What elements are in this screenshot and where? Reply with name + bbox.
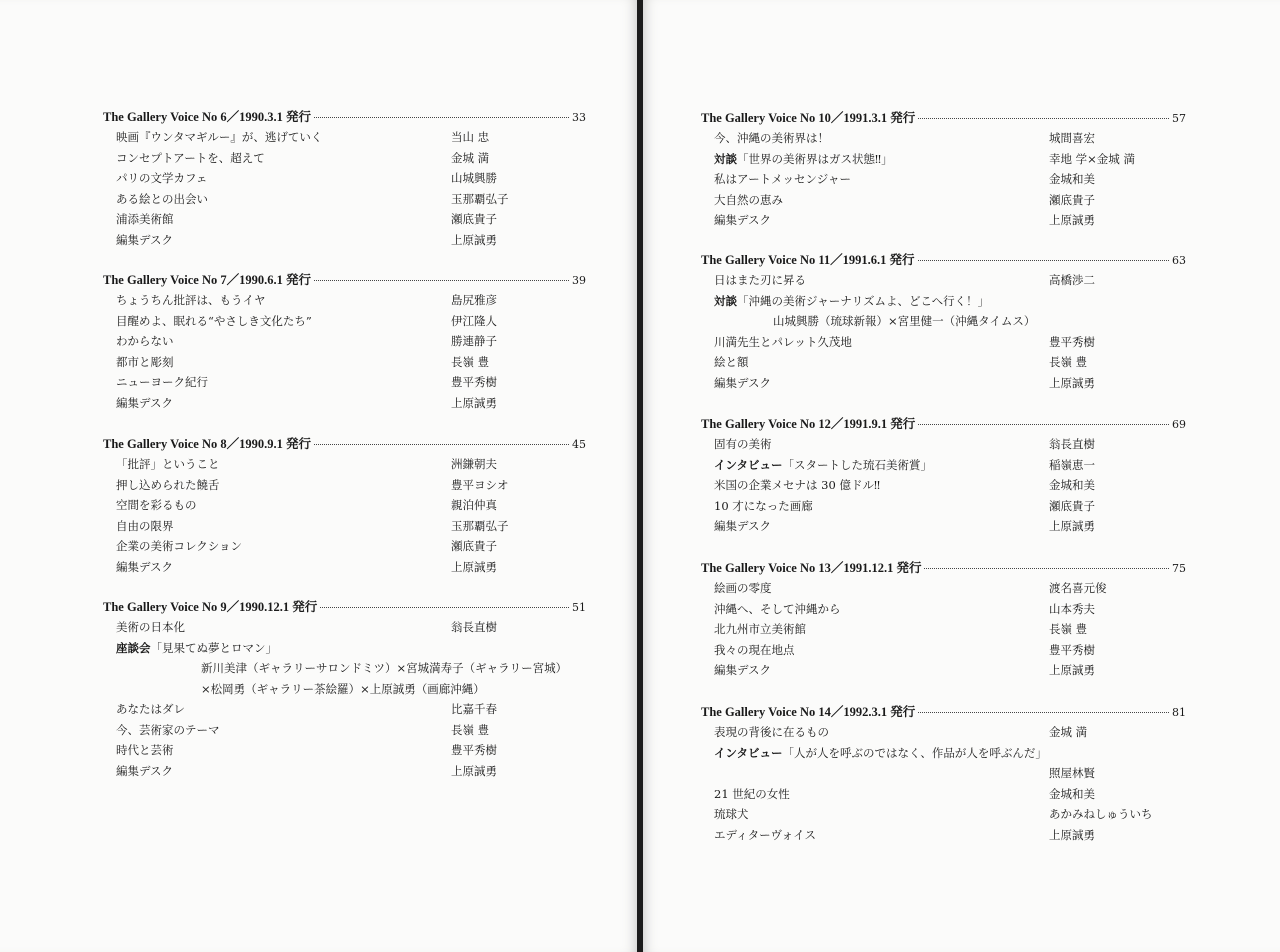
participant-line (103, 658, 586, 679)
entry-author: 勝連静子 (451, 334, 497, 348)
toc-entry (701, 743, 1186, 764)
toc-entry (103, 372, 586, 393)
entry-kind: 対談 (714, 151, 737, 166)
issue-heading (701, 414, 1186, 434)
entry-author: 長嶺 豊 (451, 722, 490, 737)
entry-author: 豊平秀樹 (451, 375, 497, 389)
right-page (643, 0, 1280, 952)
entry-author: 親泊仲真 (451, 498, 497, 512)
entry-author: 豊平ヨシオ (451, 477, 509, 492)
toc-entry (103, 761, 586, 782)
issue-block (701, 414, 1186, 537)
entry-title-text: 編集デスク (714, 213, 772, 227)
issue-title: The Gallery Voice No 11／1991.6.1 発行 (701, 253, 915, 267)
toc-entry (701, 352, 1186, 373)
entry-title (103, 331, 451, 352)
issue-title: The Gallery Voice No 10／1991.3.1 発行 (701, 111, 916, 125)
entry-title-text: ちょうちん批評は、もうイヤ (116, 293, 266, 307)
entry-title-text: 編集デスク (714, 519, 772, 533)
dot-leader (320, 606, 569, 608)
entry-title (701, 825, 1049, 846)
issue-block (103, 107, 586, 250)
dot-leader (924, 567, 1169, 569)
entry-title (103, 148, 451, 169)
toc-entry (103, 495, 586, 516)
toc-entry (701, 169, 1186, 190)
entry-author (1047, 743, 1186, 764)
entry-title-text: 編集デスク (116, 395, 174, 410)
entry-author: 稲嶺恵一 (1049, 457, 1095, 472)
entry-title (701, 784, 1049, 805)
entry-author: 上原誠勇 (451, 232, 497, 247)
toc-entry (701, 619, 1186, 640)
entry-title (701, 373, 1049, 394)
entry-title-text: 「スタートした琉石美術賞」 (782, 457, 933, 472)
entry-title (103, 761, 451, 782)
entry-title (103, 168, 451, 189)
toc-entry (701, 804, 1186, 825)
entry-title-text: 美術の日本化 (116, 620, 185, 634)
entry-title (103, 189, 451, 210)
toc-entry (701, 763, 1186, 784)
issue-block (103, 434, 586, 577)
page-number: 45 (572, 438, 586, 451)
toc-entry (103, 168, 586, 189)
entry-title (701, 352, 1049, 373)
issue-heading (701, 558, 1186, 578)
entry-title (103, 516, 451, 537)
page-number: 57 (1172, 112, 1186, 125)
entry-title-text: 21 世紀の女性 (714, 786, 790, 801)
participant-line (103, 679, 586, 700)
entry-title (701, 763, 1049, 784)
entry-kind: 対談 (714, 293, 737, 308)
entry-author: 渡名喜元俊 (1049, 581, 1107, 595)
page-number: 33 (572, 111, 586, 124)
entry-title (701, 640, 1049, 661)
toc-entry (701, 455, 1186, 476)
entry-title (701, 516, 1049, 537)
toc-entry (701, 722, 1186, 743)
entry-title-text: 押し込められた饒舌 (116, 477, 220, 492)
issue-title: The Gallery Voice No 12／1991.9.1 発行 (701, 417, 916, 431)
entry-title-text: 日はまた刃に昇る (714, 273, 806, 287)
entry-author: 金城 満 (451, 150, 490, 165)
issue-heading (701, 250, 1186, 270)
entry-title (701, 743, 1047, 764)
entry-author: 長嶺 豊 (451, 354, 490, 369)
page-number: 75 (1172, 562, 1186, 575)
entry-author: 金城和美 (1049, 172, 1095, 186)
toc-entry (701, 149, 1186, 170)
entry-title (701, 169, 1049, 190)
entry-title (701, 475, 1049, 496)
toc-entry (701, 210, 1186, 231)
entry-title-text: 北九州市立美術館 (714, 622, 806, 636)
toc-entry (701, 291, 1186, 312)
entry-author: 伊江隆人 (451, 313, 497, 328)
entry-title-text: 10 才になった画廊 (714, 498, 813, 513)
entry-author: 翁長直樹 (451, 620, 497, 634)
entry-author: 上原誠勇 (1049, 663, 1095, 677)
toc-entry (701, 475, 1186, 496)
entry-title (103, 290, 451, 311)
entry-title-text: 「沖縄の美術ジャーナリズムよ、どこへ行く！」 (737, 293, 990, 308)
entry-title-text: 固有の美術 (714, 437, 772, 451)
entry-title (103, 311, 451, 332)
issue-block (701, 250, 1186, 393)
issue-heading (103, 270, 586, 290)
entry-title-text: 絵と額 (714, 355, 749, 369)
participant-line (701, 311, 1186, 332)
toc-entry (103, 557, 586, 578)
toc-entry (103, 454, 586, 475)
entry-title-text: あなたはダレ (116, 702, 185, 716)
entry-title-text: 「批評」ということ (116, 457, 220, 471)
entry-title-text: 編集デスク (714, 375, 772, 390)
participants: 山城興勝（琉球新報）×宮里健一（沖縄タイムス） (773, 314, 1036, 328)
toc-entry (701, 128, 1186, 149)
entry-title-text: 自由の限界 (116, 518, 174, 533)
entry-title (103, 475, 451, 496)
entry-title (701, 619, 1049, 640)
entry-author: 上原誠勇 (1049, 375, 1095, 390)
entry-title-text: 目醒めよ、眠れる“やさしき文化たち” (116, 313, 312, 328)
issue-heading (103, 597, 586, 617)
entry-kind: インタビュー (714, 745, 783, 760)
entry-title (103, 372, 451, 393)
entry-title-text: 琉球犬 (714, 807, 749, 821)
entry-title (103, 454, 451, 475)
entry-author: 洲鎌朝夫 (451, 457, 497, 471)
toc-entry (103, 230, 586, 251)
entry-author: 高橋渉二 (1049, 273, 1095, 287)
entry-title (103, 127, 451, 148)
entry-title (701, 149, 1049, 170)
toc-entry (103, 699, 586, 720)
entry-title-text: 私はアートメッセンジャー (714, 172, 852, 186)
issue-title: The Gallery Voice No 6／1990.3.1 発行 (103, 110, 311, 124)
entry-title-text: 編集デスク (714, 663, 772, 677)
entry-title-text: エディターヴォイス (714, 827, 817, 842)
entry-title-text: 川満先生とパレット久茂地 (714, 334, 852, 349)
dot-leader (918, 423, 1169, 425)
toc-entry (103, 209, 586, 230)
entry-author (989, 291, 1186, 312)
entry-author: 玉那覇弘子 (451, 518, 509, 533)
entry-title-text: 編集デスク (116, 559, 174, 574)
toc-entry (701, 825, 1186, 846)
toc-entry (701, 640, 1186, 661)
issue-block (701, 108, 1186, 231)
page-number: 81 (1172, 706, 1186, 719)
entry-title (103, 699, 451, 720)
toc-entry (103, 352, 586, 373)
entry-author: 上原誠勇 (451, 559, 497, 574)
issue-block (103, 597, 586, 781)
entry-title-text: パリの文学カフェ (116, 171, 208, 185)
entry-author: 金城和美 (1049, 478, 1095, 492)
entry-title-text: 浦添美術館 (116, 212, 174, 226)
entry-author: 上原誠勇 (1049, 827, 1095, 842)
dot-leader (314, 116, 569, 118)
entry-author: 金城和美 (1049, 786, 1095, 801)
entry-author (277, 638, 586, 659)
entry-title (701, 434, 1049, 455)
entry-title (103, 352, 451, 373)
entry-author: 豊平秀樹 (1049, 642, 1095, 657)
entry-title-text: 企業の美術コレクション (116, 539, 243, 553)
entry-title (701, 128, 1049, 149)
entry-author: あかみねしゅういち (1049, 807, 1153, 821)
entry-title (701, 455, 1049, 476)
entry-author: 上原誠勇 (1049, 213, 1095, 227)
entry-title (701, 496, 1049, 517)
entry-title (103, 617, 451, 638)
entry-title-text: 空間を彩るもの (116, 498, 197, 512)
toc-entry (103, 536, 586, 557)
left-page (0, 0, 637, 952)
toc-entry (103, 393, 586, 414)
entry-title (103, 230, 451, 251)
entry-title-text: 今、芸術家のテーマ (116, 722, 220, 737)
toc-entry (103, 516, 586, 537)
page-number: 39 (572, 274, 586, 287)
toc-entry (701, 496, 1186, 517)
dot-leader (314, 279, 569, 281)
issue-title: The Gallery Voice No 14／1992.3.1 発行 (701, 705, 916, 719)
entry-title (701, 660, 1049, 681)
entry-title (103, 209, 451, 230)
toc-entry (701, 599, 1186, 620)
toc-entry (701, 784, 1186, 805)
toc-entry (103, 127, 586, 148)
dot-leader (918, 259, 1169, 261)
entry-author: 瀬底貴子 (451, 539, 497, 553)
toc-entry (103, 617, 586, 638)
entry-title (701, 291, 989, 312)
entry-author: 山本秀夫 (1049, 601, 1095, 616)
toc-entry (103, 720, 586, 741)
entry-author: 上原誠勇 (451, 763, 497, 778)
participants: ×松岡勇（ギャラリー茶絵羅）×上原誠勇（画廊沖縄） (201, 681, 485, 696)
toc-entry (103, 475, 586, 496)
entry-title-text: 表現の背後に在るもの (714, 725, 829, 739)
toc-entry (103, 311, 586, 332)
entry-title-text: わからない (116, 334, 174, 348)
toc-entry (103, 290, 586, 311)
entry-author: 翁長直樹 (1049, 437, 1095, 451)
entry-author: 上原誠勇 (451, 395, 497, 410)
entry-title (103, 740, 451, 761)
page-number: 51 (572, 601, 586, 614)
dot-leader (918, 117, 1169, 119)
entry-title-text: 「見果てぬ夢とロマン」 (150, 640, 277, 655)
issue-block (701, 558, 1186, 681)
entry-title-text: ある絵との出会い (116, 191, 208, 206)
entry-title (103, 638, 277, 659)
entry-author: 比嘉千春 (451, 702, 497, 716)
toc-entry (103, 331, 586, 352)
entry-title (701, 332, 1049, 353)
entry-title (701, 190, 1049, 211)
issue-heading (701, 702, 1186, 722)
entry-author: 照屋林賢 (1049, 766, 1095, 780)
entry-author: 城間喜宏 (1049, 131, 1095, 145)
entry-title-text: 大自然の恵み (714, 192, 783, 207)
toc-entry (701, 516, 1186, 537)
toc-entry (701, 578, 1186, 599)
issue-title: The Gallery Voice No 13／1991.12.1 発行 (701, 561, 922, 575)
entry-title-text: 映画『ウンタマギルー』が、逃げていく (116, 130, 323, 144)
entry-author: 当山 忠 (451, 130, 490, 144)
entry-author: 豊平秀樹 (1049, 334, 1095, 349)
entry-author: 上原誠勇 (1049, 519, 1095, 533)
toc-entry (701, 660, 1186, 681)
page-number: 69 (1172, 418, 1186, 431)
toc-entry (103, 638, 586, 659)
entry-author: 瀬底貴子 (1049, 498, 1095, 513)
participants: 新川美津（ギャラリーサロンドミツ）×宮城満寿子（ギャラリー宮城） (201, 661, 568, 675)
entry-author: 瀬底貴子 (451, 212, 497, 226)
toc-entry (701, 332, 1186, 353)
issue-heading (103, 434, 586, 454)
entry-kind: 座談会 (116, 640, 151, 655)
entry-title-text: 都市と彫刻 (116, 354, 174, 369)
entry-author: 玉那覇弘子 (451, 191, 509, 206)
issue-block (103, 270, 586, 413)
entry-kind: インタビュー (714, 457, 783, 472)
entry-author: 島尻雅彦 (451, 293, 497, 307)
dot-leader (918, 711, 1169, 713)
entry-title (701, 804, 1049, 825)
entry-author: 金城 満 (1049, 725, 1088, 739)
entry-title-text: 我々の現在地点 (714, 642, 795, 657)
entry-title-text: コンセプトアートを、超えて (116, 150, 265, 165)
entry-title-text: 「世界の美術界はガス状態‼」 (737, 151, 893, 166)
dot-leader (314, 443, 569, 445)
toc-entry (701, 373, 1186, 394)
toc-entry (103, 189, 586, 210)
entry-title (103, 536, 451, 557)
toc-entry (103, 148, 586, 169)
entry-title-text: 今、沖縄の美術界は！ (714, 131, 829, 145)
entry-title-text: 沖縄へ、そして沖縄から (714, 601, 841, 616)
entry-title-text: 編集デスク (116, 232, 174, 247)
entry-title (701, 270, 1049, 291)
entry-title-text: ニューヨーク紀行 (116, 375, 208, 389)
entry-title (103, 495, 451, 516)
entry-author: 幸地 学×金城 満 (1049, 151, 1135, 166)
toc-entry (701, 270, 1186, 291)
entry-author: 長嶺 豊 (1049, 355, 1088, 369)
toc-entry (701, 434, 1186, 455)
entry-title (103, 720, 451, 741)
entry-title-text: 米国の企業メセナは 30 億ドル‼ (714, 478, 881, 492)
entry-title (701, 210, 1049, 231)
issue-heading (103, 107, 586, 127)
entry-title (103, 557, 451, 578)
entry-title (701, 599, 1049, 620)
entry-title (701, 722, 1049, 743)
entry-title-text: 「人が人を呼ぶのではなく、作品が人を呼ぶんだ」 (782, 745, 1047, 760)
issue-title: The Gallery Voice No 7／1990.6.1 発行 (103, 273, 311, 287)
entry-author: 豊平秀樹 (451, 743, 497, 757)
toc-entry (103, 740, 586, 761)
entry-title-text: 編集デスク (116, 763, 174, 778)
issue-title: The Gallery Voice No 9／1990.12.1 発行 (103, 600, 318, 614)
page-number: 63 (1172, 254, 1186, 267)
entry-title-text: 絵画の零度 (714, 581, 772, 595)
entry-title (701, 578, 1049, 599)
entry-author: 山城興勝 (451, 171, 497, 185)
issue-title: The Gallery Voice No 8／1990.9.1 発行 (103, 437, 311, 451)
entry-author: 瀬底貴子 (1049, 192, 1095, 207)
entry-author: 長嶺 豊 (1049, 622, 1088, 636)
issue-block (701, 702, 1186, 845)
toc-entry (701, 190, 1186, 211)
issue-heading (701, 108, 1186, 128)
entry-title-text: 時代と芸術 (116, 743, 174, 757)
entry-title (103, 393, 451, 414)
